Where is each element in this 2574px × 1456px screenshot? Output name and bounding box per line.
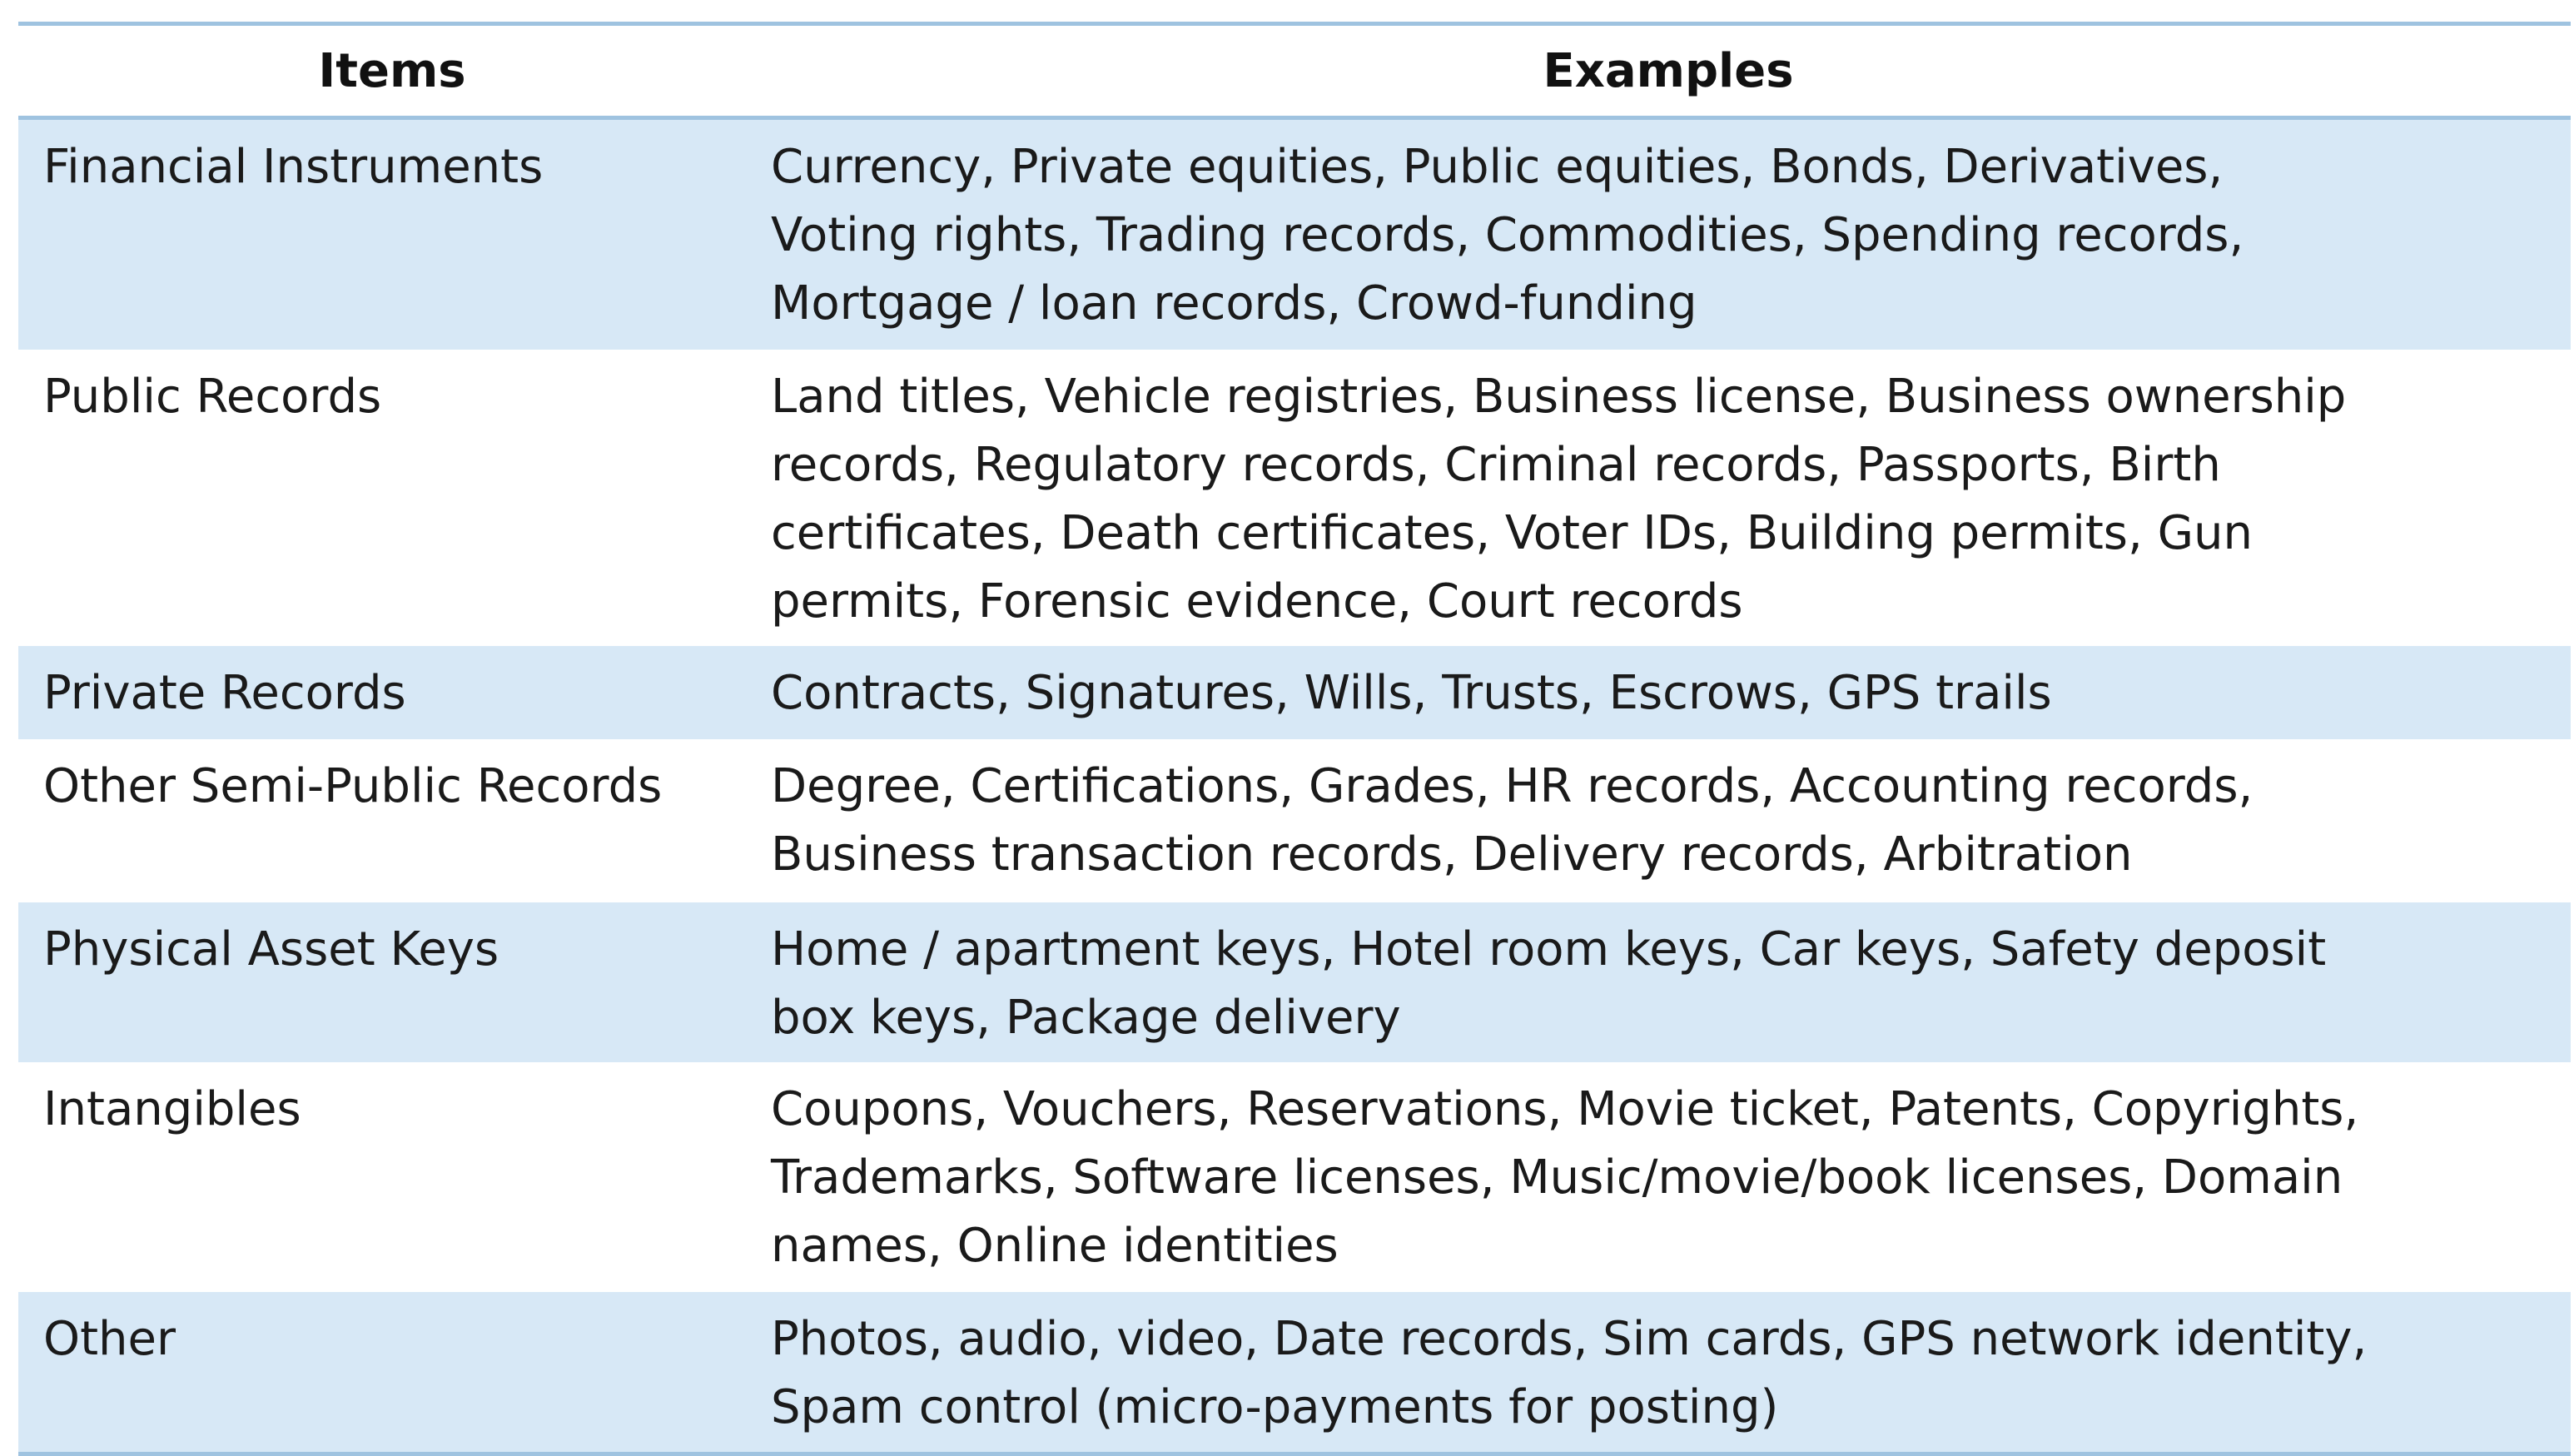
row-examples [766, 1062, 2571, 1280]
row-item-label: Private Records [43, 666, 406, 720]
table-bottom-rule [18, 1452, 2571, 1456]
example-line: box keys, Package delivery [771, 991, 1401, 1045]
example-line: Spam control (micro-payments for posting) [771, 1380, 1779, 1434]
example-line: Land titles, Vehicle registries, Business license, Business ownership [771, 370, 2347, 424]
example-line: Voting rights, Trading records, Commodities, Spending records, [771, 208, 2244, 262]
row-examples [766, 646, 2571, 728]
table-row [18, 902, 2571, 1062]
example-line: permits, Forensic evidence, Court records [771, 574, 1743, 629]
example-line: records, Regulatory records, Criminal records, Passports, Birth [771, 438, 2221, 492]
table-row [18, 739, 2571, 902]
example-line: Degree, Certifications, Grades, HR records, Accounting records, [771, 759, 2253, 813]
example-line: Photos, audio, video, Date records, Sim cards, GPS network identity, [771, 1312, 2368, 1366]
row-item-label: Physical Asset Keys [43, 922, 499, 976]
items-examples-table [18, 22, 2571, 1456]
example-line: Home / apartment keys, Hotel room keys, Car keys, Safety deposit [771, 922, 2327, 976]
example-line: certificates, Death certificates, Voter IDs, Building permits, Gun [771, 506, 2253, 560]
row-examples [766, 902, 2571, 1052]
example-line: Mortgage / loan records, Crowd-funding [771, 276, 1697, 330]
example-line: Contracts, Signatures, Wills, Trusts, Escrows, GPS trails [771, 666, 2052, 720]
table-header-row [18, 26, 2571, 120]
row-item-label: Other Semi-Public Records [43, 759, 663, 813]
table-row [18, 1062, 2571, 1292]
example-line: Trademarks, Software licenses, Music/movie/book licenses, Domain [771, 1150, 2343, 1205]
header-items: Items [318, 43, 466, 98]
row-examples [766, 1292, 2571, 1442]
row-examples [766, 120, 2571, 338]
table-row [18, 350, 2571, 646]
table-row [18, 1292, 2571, 1452]
row-item-label: Intangibles [43, 1082, 301, 1136]
example-line: Business transaction records, Delivery records, Arbitration [771, 827, 2133, 882]
table-row [18, 646, 2571, 739]
table-row [18, 120, 2571, 350]
row-examples [766, 350, 2571, 636]
example-line: Coupons, Vouchers, Reservations, Movie ticket, Patents, Copyrights, [771, 1082, 2359, 1136]
example-line: names, Online identities [771, 1219, 1339, 1273]
row-item-label: Public Records [43, 370, 382, 424]
header-examples: Examples [1543, 43, 1794, 98]
example-line: Currency, Private equities, Public equities, Bonds, Derivatives, [771, 140, 2224, 194]
row-item-label: Other [43, 1312, 176, 1366]
row-item-label: Financial Instruments [43, 140, 544, 194]
row-examples [766, 739, 2571, 889]
